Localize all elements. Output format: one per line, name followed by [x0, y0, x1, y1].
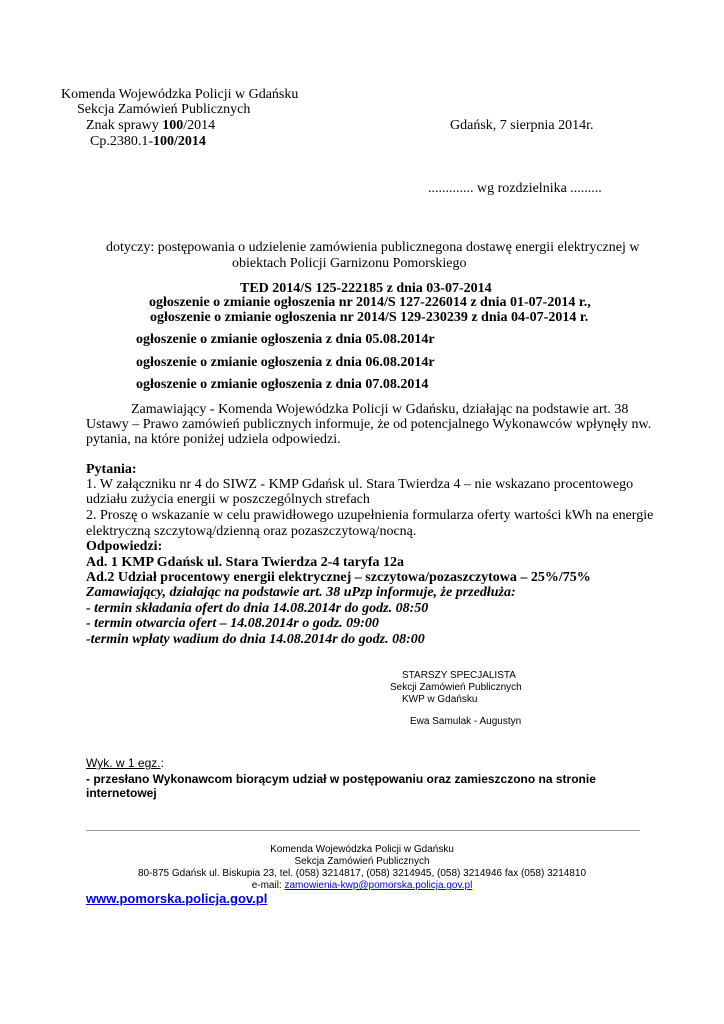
intro-line-1: Zamawiający - Komenda Wojewódzka Policji w Gdańsku, działając na podstawie art. 38 — [131, 402, 629, 417]
case-suffix: /2014 — [183, 118, 216, 133]
intro-line-2: Ustawy – Prawo zamówień publicznych informuje, że od potencjalnego Wykonawców wpłynęły nw. — [86, 417, 652, 432]
notice-5: ogłoszenie o zmianie ogłoszenia z dnia 07.08.2014 — [136, 377, 429, 392]
footer-website-link[interactable]: www.pomorska.policja.gov.pl — [86, 891, 268, 906]
signature-title: STARSZY SPECJALISTA — [402, 670, 516, 681]
case-number — [86, 117, 215, 134]
subject-line-1: dotyczy: postępowania o udzielenie zamówienia publicznegona dostawę energii elektrycznej w — [106, 240, 640, 255]
deadline-offers: - termin składania ofert do dnia 14.08.2014r do godz. 08:50 — [86, 601, 429, 616]
question-1-line-2: udziału zużycia energii w poszczególnych strefach — [86, 492, 370, 507]
notice-2: ogłoszenie o zmianie ogłoszenia nr 2014/S 129-230239 z dnia 04-07-2014 r. — [150, 310, 589, 325]
distribution-line-2: internetowej — [86, 786, 157, 800]
footer-email-link[interactable]: zamowienia-kwp@pomorska.policja.gov.pl — [284, 880, 473, 891]
org-line: Komenda Wojewódzka Policji w Gdańsku — [61, 87, 299, 102]
notice-1: ogłoszenie o zmianie ogłoszenia nr 2014/S 127-226014 z dnia 01-07-2014 r., — [149, 295, 591, 310]
footer-email-label: e-mail: — [251, 880, 285, 891]
reference-number — [90, 133, 206, 150]
copies-colon: : — [160, 756, 164, 770]
signature-name: Ewa Samulak - Augustyn — [410, 716, 522, 727]
footer-divider — [86, 830, 640, 831]
footer-website — [86, 891, 267, 907]
footer-address: 80-875 Gdańsk ul. Biskupia 23, tel. (058) 3214817, (058) 3214945, (058) 3214946 fax (058) 3214810 — [137, 868, 587, 879]
deadline-deposit: -termin wpłaty wadium do dnia 14.08.2014r do godz. 08:00 — [86, 632, 425, 647]
distribution-line-1: - przesłano Wykonawcom biorącym udział w postępowaniu oraz zamieszczono na stronie — [86, 772, 596, 786]
questions-heading: Pytania: — [86, 462, 137, 477]
extension-intro: Zamawiający, działając na podstawie art. 38 uPzp informuje, że przedłuża: — [86, 585, 516, 600]
intro-line-3: pytania, na które poniżej udziela odpowiedzi. — [86, 432, 341, 447]
footer-section: Sekcja Zamówień Publicznych — [294, 856, 430, 867]
ted-reference: TED 2014/S 125-222185 z dnia 03-07-2014 — [240, 281, 492, 296]
signature-org: KWP w Gdańsku — [402, 694, 478, 705]
answer-1: Ad. 1 KMP Gdańsk ul. Stara Twierdza 2-4 taryfa 12a — [86, 555, 404, 570]
notice-4: ogłoszenie o zmianie ogłoszenia z dnia 06.08.2014r — [136, 355, 435, 370]
recipient: ............. wg rozdzielnika ......... — [428, 181, 602, 196]
notice-3: ogłoszenie o zmianie ogłoszenia z dnia 05.08.2014r — [136, 332, 435, 347]
question-2-line-2: elektryczną szczytową/dzienną oraz pozaszczytową/nocną. — [86, 524, 417, 539]
place-date: Gdańsk, 7 sierpnia 2014r. — [450, 118, 594, 133]
ref-number-value: 100/2014 — [153, 134, 206, 149]
signature-unit: Sekcji Zamówień Publicznych — [390, 682, 522, 693]
subject-line-2: obiektach Policji Garnizonu Pomorskiego — [232, 256, 467, 271]
answers-heading: Odpowiedzi: — [86, 539, 163, 554]
section-line: Sekcja Zamówień Publicznych — [77, 102, 251, 117]
question-2-line-1: 2. Proszę o wskazanie w celu prawidłowego uzupełnienia formularza oferty wartości kWh na energie — [86, 508, 654, 523]
copies-note — [86, 756, 164, 770]
case-number-value: 100 — [162, 118, 184, 133]
ref-prefix: Cp.2380.1- — [90, 134, 153, 149]
copies-label: Wyk. w 1 egz. — [86, 756, 161, 770]
footer-org: Komenda Wojewódzka Policji w Gdańsku — [270, 844, 454, 855]
question-1-line-1: 1. W załączniku nr 4 do SIWZ - KMP Gdańsk ul. Stara Twierdza 4 – nie wskazano procentowego — [86, 477, 634, 492]
case-prefix: Znak sprawy — [86, 118, 163, 133]
deadline-opening: - termin otwarcia ofert – 14.08.2014r o godz. 09:00 — [86, 616, 379, 631]
answer-2: Ad.2 Udział procentowy energii elektrycznej – szczytowa/pozaszczytowa – 25%/75% — [86, 570, 591, 585]
